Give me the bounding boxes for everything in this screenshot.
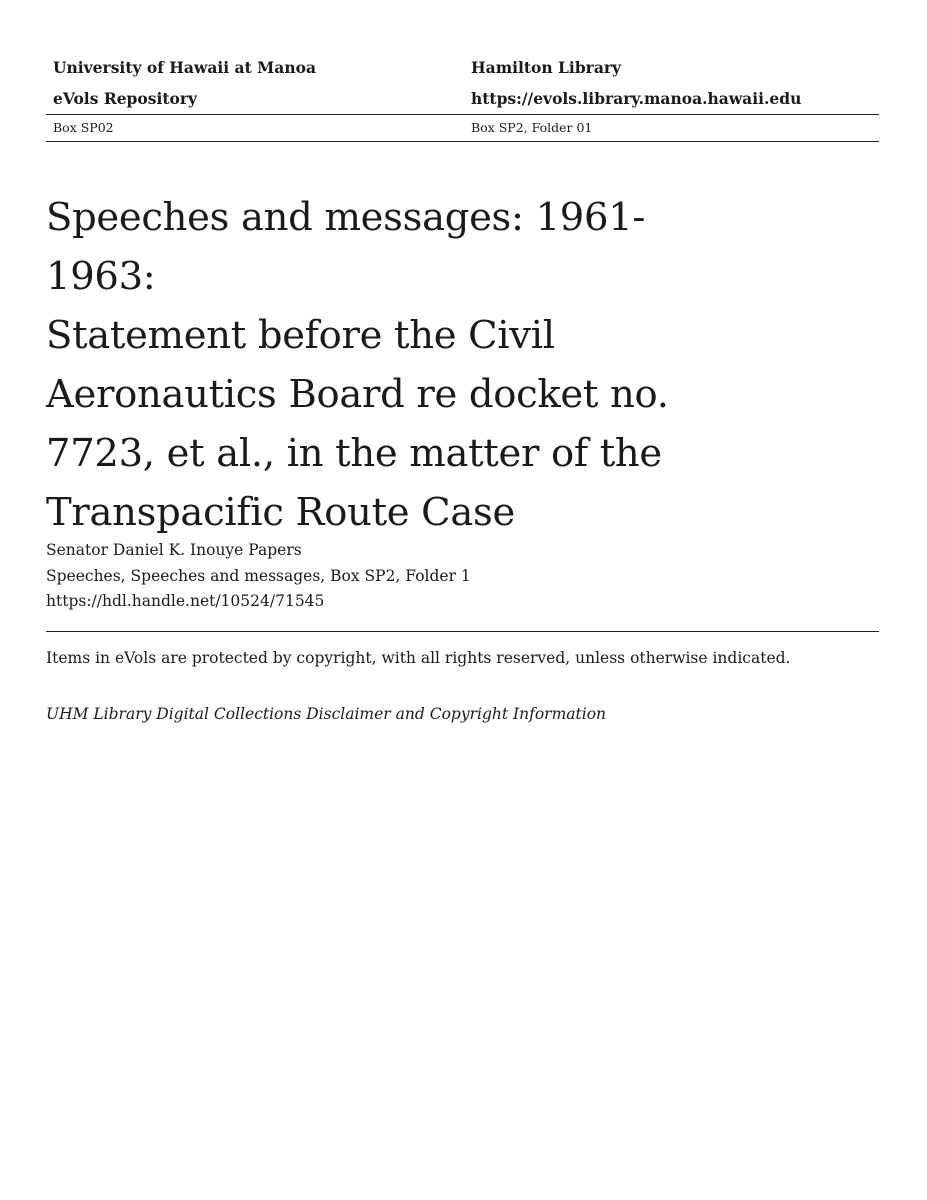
box-folder-label: Box SP2, Folder 01 <box>471 120 593 135</box>
title-line: 7723, et al., in the matter of the <box>46 431 662 476</box>
title-line: Speeches and messages: 1961-1963: <box>46 195 646 299</box>
header <box>46 52 879 142</box>
document-title <box>46 188 746 542</box>
collection-name: Senator Daniel K. Inouye Papers <box>46 541 302 559</box>
copyright-notice: Items in eVols are protected by copyright, with all rights reserved, unless otherwise indicated. <box>46 649 791 667</box>
header-row-box <box>46 115 879 141</box>
handle-link[interactable]: https://hdl.handle.net/10524/71545 <box>46 592 325 610</box>
disclaimer-link[interactable]: UHM Library Digital Collections Disclaimer and Copyright Information <box>46 705 607 723</box>
title-line: Statement before the Civil <box>46 313 555 358</box>
metadata-divider <box>46 631 879 632</box>
title-line: Transpacific Route Case <box>46 490 515 535</box>
library-name: Hamilton Library <box>471 58 622 77</box>
header-row-second <box>46 83 879 114</box>
repository-url[interactable]: https://evols.library.manoa.hawaii.edu <box>471 89 802 108</box>
item-location: Speeches, Speeches and messages, Box SP2, Folder 1 <box>46 566 471 585</box>
repository-name: eVols Repository <box>53 89 198 108</box>
title-line: Aeronautics Board re docket no. <box>46 372 669 417</box>
header-bottom-divider <box>46 141 879 142</box>
metadata-block <box>46 538 879 615</box>
box-label-left: Box SP02 <box>53 120 114 135</box>
header-row-top <box>46 52 879 83</box>
institution-name: University of Hawaii at Manoa <box>53 58 316 77</box>
